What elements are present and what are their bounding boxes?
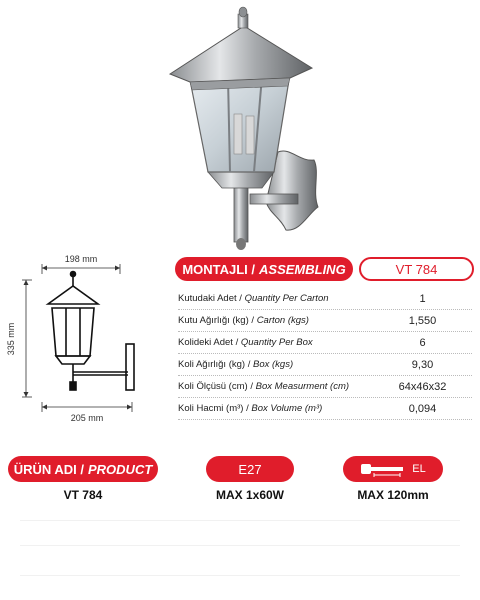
assembling-label-en: ASSEMBLING [259, 261, 346, 277]
spec-label-en: Box Measurment (cm) [255, 381, 350, 392]
cable-length-value: MAX 120mm [357, 488, 429, 502]
faint-divider [20, 575, 460, 576]
spec-row-box-measurement [178, 376, 472, 398]
spec-table [178, 288, 472, 420]
spec-row-box-weight [178, 354, 472, 376]
spec-label-en: Box (kgs) [252, 359, 294, 370]
spec-row-quantity-per-carton [178, 288, 472, 310]
spec-label-tr: Koli Hacmi (m³) / [178, 403, 249, 414]
spec-row-quantity-per-box [178, 332, 472, 354]
faint-divider [20, 545, 460, 546]
spec-label-tr: Koli Ölçüsü (cm) / [178, 381, 253, 392]
spec-row-carton-weight [178, 310, 472, 332]
spec-label-tr: Koli Ağırlığı (kg) / [178, 359, 251, 370]
spec-label-tr: Kutu Ağırlığı (kg) / [178, 315, 255, 326]
cable-icon [360, 461, 406, 477]
spec-value: 0,094 [408, 402, 437, 415]
product-name-value: VT 784 [63, 488, 103, 502]
assembling-header [175, 257, 353, 281]
dim-height: 335 mm [6, 322, 16, 356]
spec-value: 1,550 [408, 314, 437, 327]
faint-divider [20, 520, 460, 521]
cable-label: EL [412, 463, 426, 475]
socket-badge [206, 456, 294, 482]
assembling-label-tr: MONTAJLI / [182, 261, 256, 277]
spec-value: 9,30 [411, 358, 434, 371]
model-code: VT 784 [395, 261, 438, 277]
product-label-en: PRODUCT [88, 461, 153, 477]
socket-wattage-value: MAX 1x60W [215, 488, 285, 502]
spec-label-en: Quantity Per Box [240, 337, 313, 348]
socket-type: E27 [238, 461, 262, 477]
dimension-drawing [0, 252, 165, 432]
spec-label-en: Box Volume (m³) [251, 403, 323, 414]
spec-row-box-volume [178, 398, 472, 420]
model-badge [359, 257, 474, 281]
cable-badge [343, 456, 443, 482]
spec-value: 6 [419, 336, 426, 349]
spec-label-en: Carton (kgs) [256, 315, 309, 326]
spec-value: 64x46x32 [398, 380, 447, 393]
dim-width-bottom: 205 mm [70, 413, 104, 423]
dim-width-top: 198 mm [64, 254, 98, 264]
spec-label-en: Quantity Per Carton [244, 293, 329, 304]
product-photo [150, 2, 340, 254]
spec-label-tr: Kutudaki Adet / [178, 293, 242, 304]
lantern-outline [48, 272, 134, 391]
product-header [8, 456, 158, 482]
spec-value: 1 [419, 292, 426, 305]
product-label-tr: ÜRÜN ADI / [13, 461, 84, 477]
spec-label-tr: Kolideki Adet / [178, 337, 239, 348]
